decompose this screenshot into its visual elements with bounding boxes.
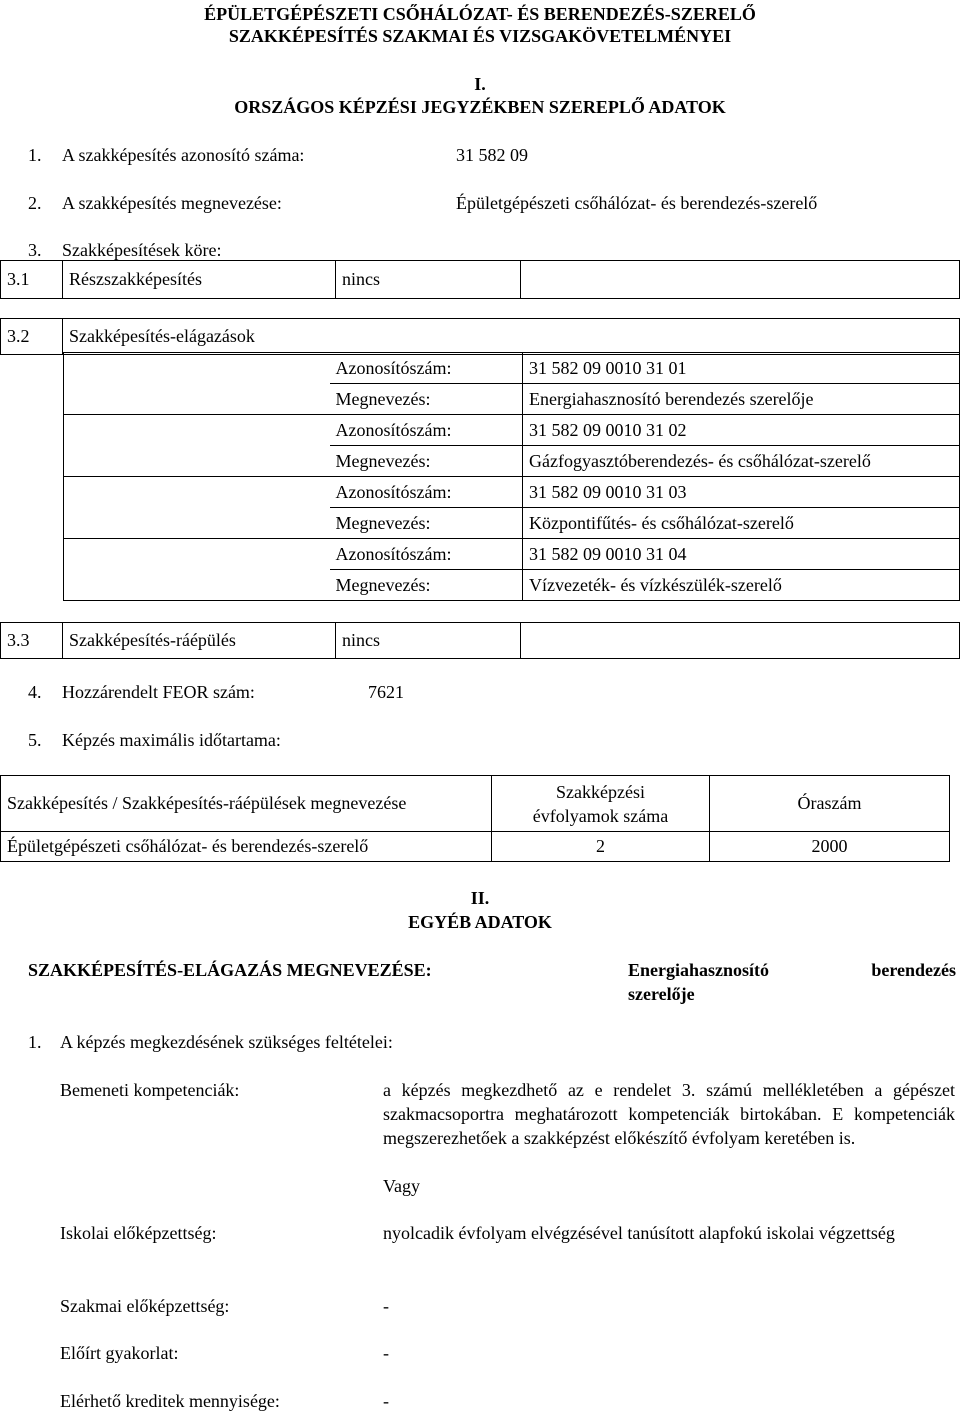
branch-spacer (64, 477, 330, 539)
branch-id: 31 582 09 0010 31 02 (523, 415, 960, 446)
item31-number: 3.1 (1, 261, 63, 299)
duration-header-years-line2: évfolyamok száma (532, 805, 669, 826)
item1-value: 31 582 09 (456, 145, 528, 165)
branch-name-value-word2: berendezés (871, 960, 956, 980)
item2-label: A szakképesítés megnevezése: (62, 193, 282, 213)
branch-name: Központifűtés- és csőhálózat-szerelő (523, 508, 960, 539)
branch-name-label: Megnevezés: (330, 570, 523, 601)
conditions-number: 1. (28, 1032, 42, 1052)
branch-id-label: Azonosítószám: (330, 539, 523, 570)
branch-spacer (64, 539, 330, 601)
duration-header-name: Szakképesítés / Szakképesítés-ráépülések megnevezése (1, 776, 492, 832)
add-on-qualification-table (0, 622, 960, 659)
professional-qualification-label: Szakmai előképzettség: (60, 1296, 230, 1316)
credits-value: - (383, 1391, 389, 1411)
branch-id-label: Azonosítószám: (330, 477, 523, 508)
part1-number: I. (474, 74, 486, 94)
branch-spacer (64, 415, 330, 477)
item5-number: 5. (28, 730, 42, 750)
branch-name-label: Megnevezés: (330, 446, 523, 477)
branch-name: Gázfogyasztóberendezés- és csőhálózat-szerelő (523, 446, 960, 477)
duration-header-hours: Óraszám (710, 776, 950, 832)
part2-number: II. (470, 888, 490, 908)
branch-name: Energiahasznosító berendezés szerelője (523, 384, 960, 415)
credits-label: Elérhető kreditek mennyisége: (60, 1391, 280, 1411)
branches-table (63, 352, 960, 601)
professional-qualification-value: - (383, 1296, 389, 1316)
branch-name-value-word1: Energiahasznosító (628, 960, 770, 980)
branches-header-table (0, 318, 960, 355)
branch-name-label: Megnevezés: (330, 384, 523, 415)
part2-title: EGYÉB ADATOK (408, 912, 552, 932)
branch-name-label: Megnevezés: (330, 508, 523, 539)
conditions-label: A képzés megkezdésének szükséges feltételei: (60, 1032, 393, 1052)
duration-header-years (492, 776, 710, 832)
branch-row (64, 353, 960, 384)
required-practice-label: Előírt gyakorlat: (60, 1343, 179, 1363)
item33-empty-cell (521, 623, 960, 659)
item1-number: 1. (28, 145, 42, 165)
branch-name-value-line2: szerelője (628, 984, 695, 1004)
branch-id: 31 582 09 0010 31 01 (523, 353, 960, 384)
branch-name: Vízvezeték- és vízkészülék-szerelő (523, 570, 960, 601)
partial-qualification-table (0, 260, 960, 299)
item32-number: 3.2 (1, 319, 63, 355)
school-qualification-value: nyolcadik évfolyam elvégzésével tanúsított alapfokú iskolai végzettség (383, 1223, 895, 1243)
branch-id-label: Azonosítószám: (330, 353, 523, 384)
item3-number: 3. (28, 240, 42, 260)
item2-value: Épületgépészeti csőhálózat- és berendezés-szerelő (456, 193, 818, 213)
duration-row-years: 2 (492, 832, 710, 862)
item2-number: 2. (28, 193, 42, 213)
input-competencies-value: a képzés megkezdhető az e rendelet 3. számú mellékletében a gépészet szakmacsoportra meghatározott kompetenciák birtokában. E kompetenciák megszerezhetőek a szakképzést előkészítő évfolyam keretében is. (383, 1080, 955, 1148)
required-practice-value: - (383, 1343, 389, 1363)
table-row (1, 832, 950, 862)
part1-title: ORSZÁGOS KÉPZÉSI JEGYZÉKBEN SZEREPLŐ ADATOK (234, 97, 726, 117)
item3-label: Szakképesítések köre: (62, 240, 222, 260)
item5-label: Képzés maximális időtartama: (62, 730, 281, 750)
branch-row (64, 477, 960, 508)
document-title-line1: ÉPÜLETGÉPÉSZETI CSŐHÁLÓZAT- ÉS BERENDEZÉS-SZERELŐ (204, 4, 756, 24)
branch-spacer (64, 353, 330, 415)
item33-value: nincs (336, 623, 521, 659)
duration-row-name: Épületgépészeti csőhálózat- és berendezés-szerelő (1, 832, 492, 862)
duration-header-years-line1: Szakképzési (556, 781, 645, 802)
input-competencies-or: Vagy (383, 1176, 420, 1196)
branch-name-heading: SZAKKÉPESÍTÉS-ELÁGAZÁS MEGNEVEZÉSE: (28, 960, 432, 980)
duration-table (0, 775, 950, 862)
branch-row (64, 539, 960, 570)
item32-label: Szakképesítés-elágazások (63, 319, 960, 355)
duration-row-hours: 2000 (710, 832, 950, 862)
branch-id: 31 582 09 0010 31 03 (523, 477, 960, 508)
branch-row (64, 415, 960, 446)
item33-label: Szakképesítés-ráépülés (63, 623, 336, 659)
item31-value: nincs (336, 261, 521, 299)
input-competencies-label: Bemeneti kompetenciák: (60, 1080, 240, 1100)
item33-number: 3.3 (1, 623, 63, 659)
item31-label: Részszakképesítés (63, 261, 336, 299)
branch-id-label: Azonosítószám: (330, 415, 523, 446)
item31-empty-cell (521, 261, 960, 299)
item4-number: 4. (28, 682, 42, 702)
item1-label: A szakképesítés azonosító száma: (62, 145, 305, 165)
school-qualification-label: Iskolai előképzettség: (60, 1223, 217, 1243)
item4-value: 7621 (368, 682, 404, 702)
item4-label: Hozzárendelt FEOR szám: (62, 682, 255, 702)
branch-id: 31 582 09 0010 31 04 (523, 539, 960, 570)
document-title-line2: SZAKKÉPESÍTÉS SZAKMAI ÉS VIZSGAKÖVETELMÉNYEI (228, 26, 732, 46)
